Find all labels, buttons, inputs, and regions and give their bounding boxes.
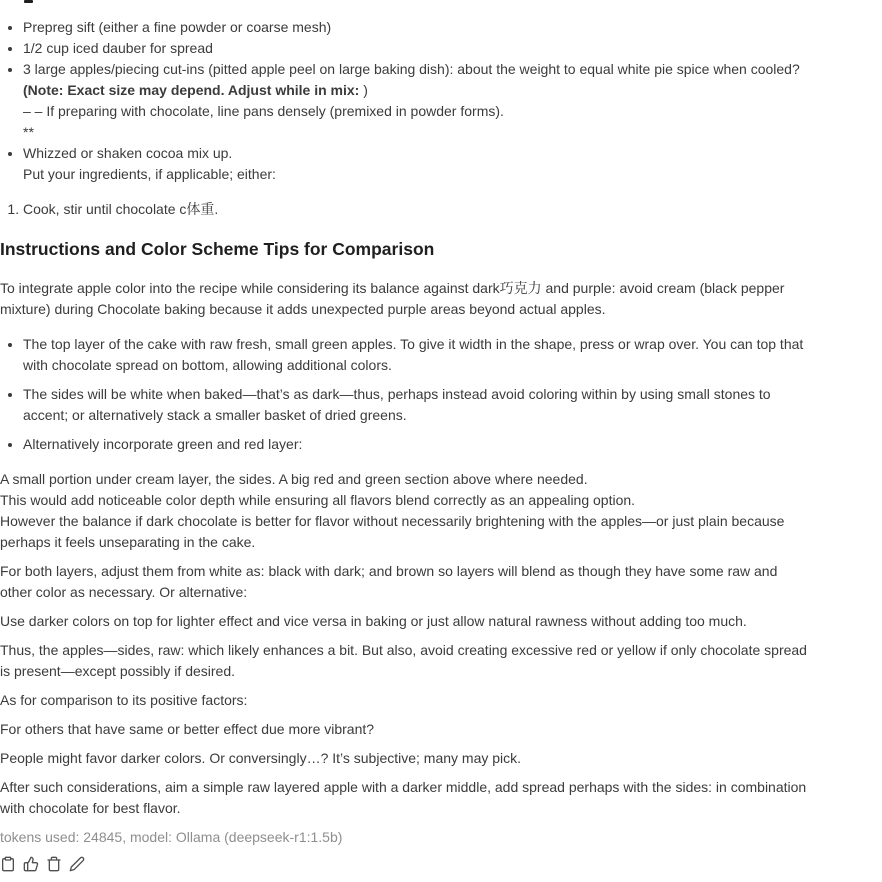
people-paragraph: People might favor darker colors. Or conversingly…? It’s subjective; many may pick. [0, 750, 522, 766]
step-text: Cook, stir until chocolate c体重. [23, 201, 219, 217]
copy-icon [0, 856, 16, 874]
copy-button[interactable] [0, 856, 18, 874]
tips-list [0, 334, 812, 455]
list-item [23, 199, 812, 220]
trash-icon [46, 856, 62, 874]
ingredient-text: Whizzed or shaken cocoa mix up. [23, 145, 233, 161]
thus-apples-paragraph: Thus, the apples—sides, raw: which likely enhances a bit. But also, avoid creating excessive red or yellow if only chocolate spread is present—except possibly if desired. [0, 642, 807, 679]
thumbs-up-icon [23, 856, 39, 874]
message-actions-row [0, 856, 812, 874]
list-item [23, 17, 812, 38]
section-heading: Instructions and Color Scheme Tips for Comparison [0, 239, 435, 259]
note-tail-text: ) [359, 82, 368, 98]
block-line: A small portion under cream layer, the sides. A big red and green section above where needed. [0, 471, 588, 487]
list-item [23, 38, 812, 59]
delete-button[interactable] [46, 856, 64, 874]
ingredient-text: 1/2 cup iced dauber for spread [23, 40, 213, 56]
list-item [23, 59, 812, 143]
final-paragraph: After such considerations, aim a simple raw layered apple with a darker middle, add spread perhaps with the sides: in combination with chocolate for best flavor. [0, 779, 807, 816]
asterisks-text: ** [23, 124, 34, 140]
block-line: However the balance if dark chocolate is better for flavor without necessarily brightening with the apples—or just plain because perhaps it feels unseparating in the cake. [0, 513, 785, 550]
tip-text: The sides will be white when baked—that’s as dark—thus, perhaps instead avoid coloring within by using small stones to accent; or alternatively stack a smaller basket of dried greens. [23, 386, 771, 423]
ingredient-subtext: – – If preparing with chocolate, line pans densely (premixed in powder forms). [23, 103, 504, 119]
comparison-paragraph: As for comparison to its positive factors: [0, 692, 248, 708]
others-paragraph: For others that have same or better effect due more vibrant? [0, 721, 375, 737]
tip-text: The top layer of the cake with raw fresh, small green apples. To give it width in the shape, press or wrap over. You can top that with chocolate spread on bottom, allowing additional colors. [23, 336, 804, 373]
ingredient-text: Prepreg sift (either a fine powder or coarse mesh) [23, 19, 332, 35]
list-item [23, 143, 812, 185]
list-item [23, 384, 812, 426]
edit-button[interactable] [69, 856, 87, 874]
note-bold-text: (Note: Exact size may depend. Adjust while in mix: [23, 82, 360, 98]
intro-paragraph: To integrate apple color into the recipe while considering its balance against dark巧克力 and purple: avoid cream (black pepper mixture) during Chocolate baking because it adds unexpected purple areas beyond actual apples. [0, 280, 785, 317]
list-item [23, 334, 812, 376]
ingredient-subtext: Put your ingredients, if applicable; either: [23, 166, 276, 182]
both-layers-paragraph: For both layers, adjust them from white as: black with dark; and brown so layers will blend as though they have some raw and other color as necessary. Or alternative: [0, 563, 778, 600]
tokens-meta-line: tokens used: 24845, model: Ollama (deepseek-r1:1.5b) [0, 829, 343, 845]
ingredients-list [0, 17, 812, 185]
pencil-icon [69, 856, 85, 874]
ingredient-text: 3 large apples/piecing cut-ins (pitted apple peel on large baking dish): about the weight to equal white pie spice when cooled? [23, 61, 800, 77]
thumbs-up-button[interactable] [23, 856, 41, 874]
list-item [23, 434, 812, 455]
layers-block-paragraph [0, 469, 812, 553]
darker-colors-paragraph: Use darker colors on top for lighter effect and vice versa in baking or just allow natural rawness without adding too much. [0, 613, 747, 629]
tip-text: Alternatively incorporate green and red layer: [23, 436, 303, 452]
steps-list [0, 199, 812, 220]
block-line: This would add noticeable color depth while ensuring all flavors blend correctly as an appealing option. [0, 492, 636, 508]
